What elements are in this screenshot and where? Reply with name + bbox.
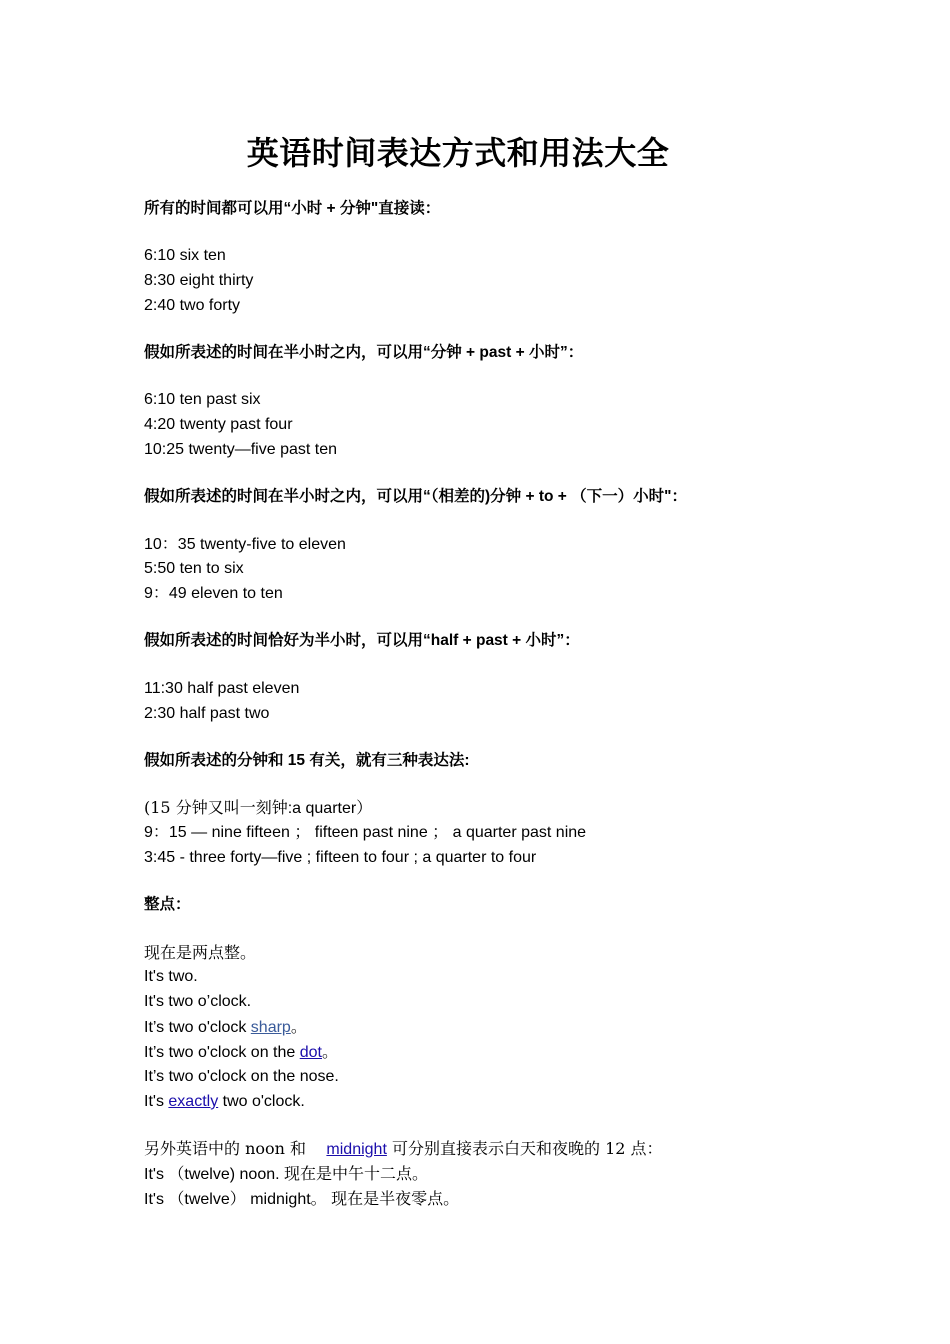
quarter-note-en: :a quarter） [287,800,373,817]
section-heading-quarter: 假如所表述的分钟和 15 有关，就有三种表达法: [144,752,470,769]
example-translation: 现在是中午十二点。 [284,1164,429,1183]
exactly-link[interactable]: exactly [168,1093,219,1110]
example-line: 6:10 six ten [144,247,226,264]
section-heading-past: 假如所表述的时间在半小时之内，可以用“分钟 + past + 小时”： [144,344,584,361]
section-heading-to: 假如所表述的时间在半小时之内，可以用“（相差的)分钟 + to + （下一）小时"： [144,488,687,505]
section-heading-half-past: 假如所表述的时间恰好为半小时，可以用“half + past + 小时”： [144,632,580,649]
example-line: 3:45 - three forty—five ; fifteen to four ; a quarter to four [144,849,537,866]
example-line: 2:40 two forty [144,297,241,314]
midnight-example [144,1189,459,1210]
section-heading-oclock: 整点： [144,896,191,913]
quarter-note-cjk: (15 分钟又叫一刻钟 [144,798,288,817]
example-line: 10:25 twenty—five past ten [144,441,337,458]
example-line: 11:30 half past eleven [144,680,300,697]
example-line: It's two. [144,968,198,985]
example-line: 10：35 twenty-five to eleven [144,536,346,553]
dot-link[interactable]: dot [299,1044,322,1061]
example-line-dot [144,1042,338,1063]
quarter-note [144,798,372,819]
example-line: 2:30 half past two [144,705,270,722]
example-line: 8:30 eight thirty [144,272,254,289]
example-line: It's two o’clock. [144,993,252,1010]
intro-text: 另外英语中的 noon 和 [144,1139,327,1158]
sharp-link[interactable]: sharp [250,1019,291,1036]
example-text: It's [144,1093,169,1110]
example-text: It's （twelve) noon. [144,1166,285,1183]
example-line: 9：49 eleven to ten [144,585,283,602]
example-text: It's （twelve） midnight。 [144,1191,332,1208]
example-line: 6:10 ten past six [144,391,261,408]
document-title: 英语时间表达方式和用法大全 [246,134,670,172]
noon-example [144,1164,428,1185]
example-line: It’s two o'clock on the nose. [144,1068,339,1085]
example-text: 。 [321,1042,338,1061]
example-line: 5:50 ten to six [144,560,244,577]
section-heading-direct-reading: 所有的时间都可以用“小时 + 分钟"直接读： [144,200,441,217]
example-line: 4:20 twenty past four [144,416,293,433]
midnight-link[interactable]: midnight [326,1141,387,1158]
example-line-exactly [144,1092,305,1112]
example-text: It’s two o'clock [144,1019,251,1036]
example-line: 9：15 — nine fifteen ； fifteen past nine ； a quarter past nine [144,824,587,841]
example-text: It’s two o'clock on the [144,1044,300,1061]
intro-text: 可分别直接表示白天和夜晚的 12 点： [386,1139,663,1158]
example-text: 。 [290,1017,307,1036]
noon-midnight-intro [144,1139,663,1160]
example-line-sharp [144,1017,307,1038]
example-text: two o'clock. [218,1093,305,1110]
example-translation: 现在是半夜零点。 [331,1189,460,1208]
example-line-cjk: 现在是两点整。 [144,943,257,962]
